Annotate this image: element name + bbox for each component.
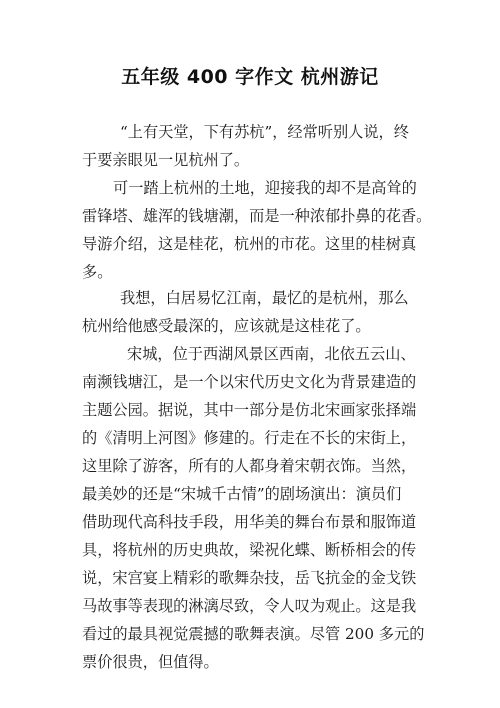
- paragraph-line: 说，宋宫宴上精彩的歌舞杂技，岳飞抗金的金戈铁: [82, 569, 417, 587]
- paragraph-line: 多。: [82, 263, 113, 281]
- paragraph-line: 我想，白居易忆江南，最忆的是杭州，那么: [120, 289, 409, 307]
- paragraph-line: 南濒钱塘江，是一个以宋代历史文化为背景建造的: [82, 373, 417, 391]
- paragraph-line: 具，将杭州的历史典故，梁祝化蝶、断桥相会的传: [82, 541, 417, 559]
- document-title: 五年级 400 字作文 杭州游记: [121, 66, 379, 88]
- paragraph-line: 借助现代高科技手段，用华美的舞台布景和服饰道: [82, 513, 417, 531]
- paragraph-line: 可一踏上杭州的土地，迎接我的却不是高耸的: [113, 179, 417, 197]
- paragraph-line: 马故事等表现的淋漓尽致，令人叹为观止。这是我: [82, 597, 417, 615]
- paragraph-line: 票价很贵，但值得。: [82, 653, 219, 671]
- paragraph-line: 看过的最具视觉震撼的歌舞表演。尽管 200 多元的: [82, 625, 425, 643]
- paragraph-line: 主题公园。据说，其中一部分是仿北宋画家张择端: [82, 401, 417, 419]
- paragraph-line: 这里除了游客，所有的人都身着宋朝衣饰。当然，: [82, 457, 417, 475]
- paragraph-line: 于要亲眼见一见杭州了。: [82, 151, 250, 169]
- paragraph-line: 杭州给他感受最深的，应该就是这桂花了。: [82, 317, 371, 335]
- paragraph-line: “上有天堂，下有苏杭”，经常听别人说，终: [120, 123, 409, 141]
- paragraph-line: 导游介绍，这是桂花，杭州的市花。这里的桂树真: [82, 235, 417, 253]
- paragraph-line: 最美妙的还是“宋城千古情”的剧场演出：演员们: [82, 485, 402, 503]
- paragraph-line: 宋城，位于西湖风景区西南，北依五云山、: [127, 345, 416, 363]
- paragraph-line: 的《清明上河图》修建的。行走在不长的宋街上，: [82, 429, 417, 447]
- paragraph-line: 雷锋塔、雄浑的钱塘潮，而是一种浓郁扑鼻的花香。: [82, 207, 432, 225]
